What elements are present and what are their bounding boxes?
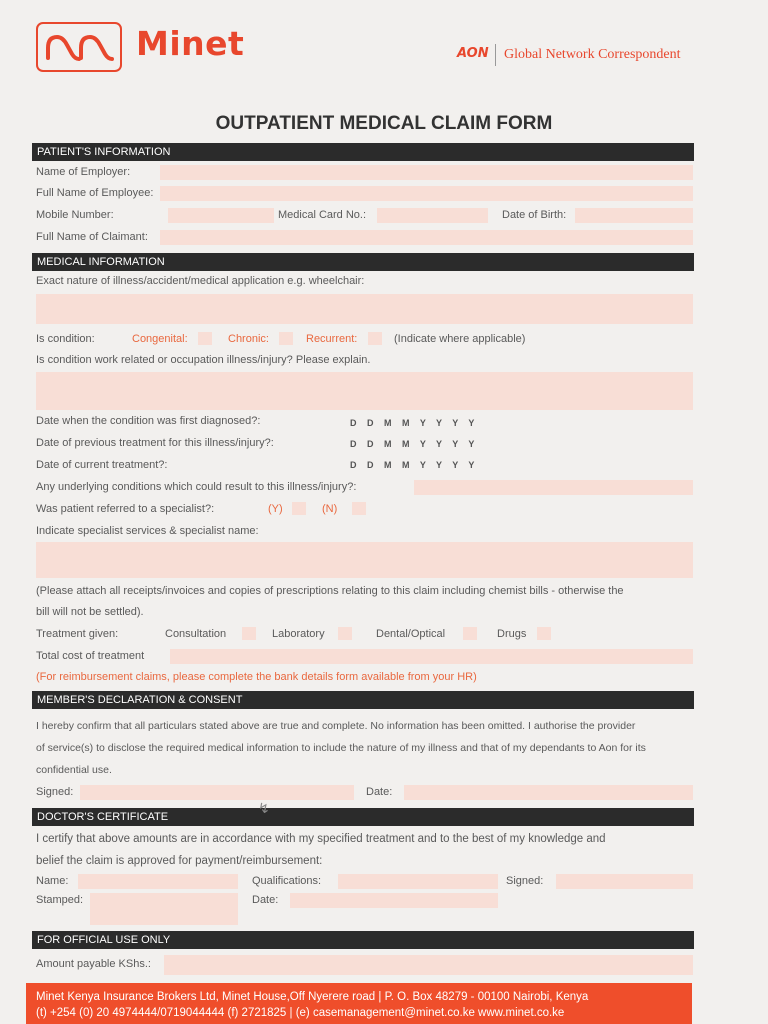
specialist-field[interactable] bbox=[36, 542, 693, 578]
referred-yes-checkbox[interactable] bbox=[292, 502, 306, 515]
section-medical-header: MEDICAL INFORMATION bbox=[32, 253, 694, 271]
previous-treatment-label: Date of previous treatment for this illness/injury?: bbox=[36, 437, 274, 449]
referred-no-label: (N) bbox=[322, 503, 338, 515]
declaration-date-label: Date: bbox=[366, 786, 393, 798]
current-treatment-label: Date of current treatment?: bbox=[36, 459, 168, 471]
amount-payable-field[interactable] bbox=[164, 955, 693, 975]
underlying-field[interactable] bbox=[414, 480, 693, 495]
footer-contact-banner bbox=[26, 983, 692, 1024]
network-tagline: Global Network Correspondent bbox=[504, 47, 681, 62]
consultation-label: Consultation bbox=[165, 628, 227, 640]
underlying-label: Any underlying conditions which could result to this illness/injury?: bbox=[36, 481, 357, 493]
section-official-header: FOR OFFICIAL USE ONLY bbox=[32, 931, 694, 949]
footer-address: Minet Kenya Insurance Brokers Ltd, Minet House,Off Nyerere road | P. O. Box 48279 - 00100 Nairobi, Kenya bbox=[36, 991, 589, 1003]
claimant-field[interactable] bbox=[160, 230, 693, 245]
referred-label: Was patient referred to a specialist?: bbox=[36, 503, 215, 515]
referred-no-checkbox[interactable] bbox=[352, 502, 366, 515]
laboratory-label: Laboratory bbox=[272, 628, 325, 640]
aon-logo: AON bbox=[457, 46, 489, 61]
declaration-line1: I hereby confirm that all particulars stated above are true and complete. No information has been omitted. I authorise the provider bbox=[36, 720, 636, 732]
section-declaration-header: MEMBER'S DECLARATION & CONSENT bbox=[32, 691, 694, 709]
referred-yes-label: (Y) bbox=[268, 503, 283, 515]
work-related-label: Is condition work related or occupation illness/injury? Please explain. bbox=[36, 354, 371, 366]
drugs-checkbox[interactable] bbox=[537, 627, 551, 640]
doctor-cert-line1: I certify that above amounts are in accordance with my specified treatment and to the best of my knowledge and bbox=[36, 833, 606, 845]
footer-contacts: (t) +254 (0) 20 4974444/0719044444 (f) 2721825 | (e) casemanagement@minet.co.ke www.minet.co.ke bbox=[36, 1007, 565, 1019]
doctor-date-field[interactable] bbox=[290, 893, 498, 908]
pen-mark-icon: ↯ bbox=[258, 800, 270, 816]
doctor-signature-field[interactable] bbox=[556, 874, 693, 889]
attach-note-line1: (Please attach all receipts/invoices and copies of prescriptions relating to this claim including chemist bills - otherwise the bbox=[36, 585, 624, 597]
qualifications-field[interactable] bbox=[338, 874, 498, 889]
laboratory-checkbox[interactable] bbox=[338, 627, 352, 640]
declaration-signature-field[interactable] bbox=[80, 785, 354, 800]
illness-nature-label: Exact nature of illness/accident/medical application e.g. wheelchair: bbox=[36, 275, 365, 287]
consultation-checkbox[interactable] bbox=[242, 627, 256, 640]
declaration-signed-label: Signed: bbox=[36, 786, 74, 798]
declaration-line3: confidential use. bbox=[36, 764, 112, 776]
medical-card-field[interactable] bbox=[377, 208, 488, 223]
employee-label: Full Name of Employee: bbox=[36, 187, 154, 199]
recurrent-label: Recurrent: bbox=[306, 333, 358, 345]
illness-nature-field[interactable] bbox=[36, 294, 693, 324]
chronic-label: Chronic: bbox=[228, 333, 269, 345]
attach-note-line2: bill will not be settled). bbox=[36, 606, 144, 618]
employer-field[interactable] bbox=[160, 165, 693, 180]
work-related-field[interactable] bbox=[36, 372, 693, 410]
total-cost-field[interactable] bbox=[170, 649, 693, 664]
minet-logo-icon bbox=[36, 22, 122, 72]
section-patient-header: PATIENT'S INFORMATION bbox=[32, 143, 694, 161]
qualifications-label: Qualifications: bbox=[252, 875, 322, 887]
declaration-date-field[interactable] bbox=[404, 785, 693, 800]
congenital-checkbox[interactable] bbox=[198, 332, 212, 345]
mobile-field[interactable] bbox=[168, 208, 274, 223]
applicable-note: (Indicate where applicable) bbox=[394, 333, 526, 345]
brand-name: Minet bbox=[136, 24, 245, 63]
section-doctor-header: DOCTOR'S CERTIFICATE bbox=[32, 808, 694, 826]
stamped-label: Stamped: bbox=[36, 894, 84, 906]
doctor-signed-label: Signed: bbox=[506, 875, 544, 887]
treatment-label: Treatment given: bbox=[36, 628, 119, 640]
employee-field[interactable] bbox=[160, 186, 693, 201]
recurrent-checkbox[interactable] bbox=[368, 332, 382, 345]
condition-label: Is condition: bbox=[36, 333, 95, 345]
doctor-date-label: Date: bbox=[252, 894, 279, 906]
reimbursement-note: (For reimbursement claims, please complete the bank details form available from your HR) bbox=[36, 671, 477, 683]
doctor-name-field[interactable] bbox=[78, 874, 238, 889]
drugs-label: Drugs bbox=[497, 628, 527, 640]
total-cost-label: Total cost of treatment bbox=[36, 650, 145, 662]
doctor-cert-line2: belief the claim is approved for payment/reimbursement: bbox=[36, 855, 323, 867]
employer-label: Name of Employer: bbox=[36, 166, 131, 178]
specialist-label: Indicate specialist services & specialist name: bbox=[36, 525, 259, 537]
first-diagnosed-date[interactable]: D D M M Y Y Y Y bbox=[350, 418, 479, 428]
chronic-checkbox[interactable] bbox=[279, 332, 293, 345]
amount-payable-label: Amount payable KShs.: bbox=[36, 958, 151, 970]
current-treatment-date[interactable]: D D M M Y Y Y Y bbox=[350, 460, 479, 470]
stamp-field[interactable] bbox=[90, 893, 238, 925]
claimant-label: Full Name of Claimant: bbox=[36, 231, 148, 243]
dental-optical-checkbox[interactable] bbox=[463, 627, 477, 640]
previous-treatment-date[interactable]: D D M M Y Y Y Y bbox=[350, 439, 479, 449]
dental-optical-label: Dental/Optical bbox=[376, 628, 446, 640]
header-divider bbox=[495, 44, 496, 66]
declaration-line2: of service(s) to disclose the required medical information to include the nature of my illness and that of my dependants to Aon for its bbox=[36, 742, 646, 754]
doctor-name-label: Name: bbox=[36, 875, 69, 887]
dob-field[interactable] bbox=[575, 208, 693, 223]
first-diagnosed-label: Date when the condition was first diagnosed?: bbox=[36, 415, 261, 427]
medical-card-label: Medical Card No.: bbox=[278, 209, 367, 221]
dob-label: Date of Birth: bbox=[502, 209, 567, 221]
mobile-label: Mobile Number: bbox=[36, 209, 114, 221]
form-title: OUTPATIENT MEDICAL CLAIM FORM bbox=[215, 113, 553, 134]
congenital-label: Congenital: bbox=[132, 333, 188, 345]
